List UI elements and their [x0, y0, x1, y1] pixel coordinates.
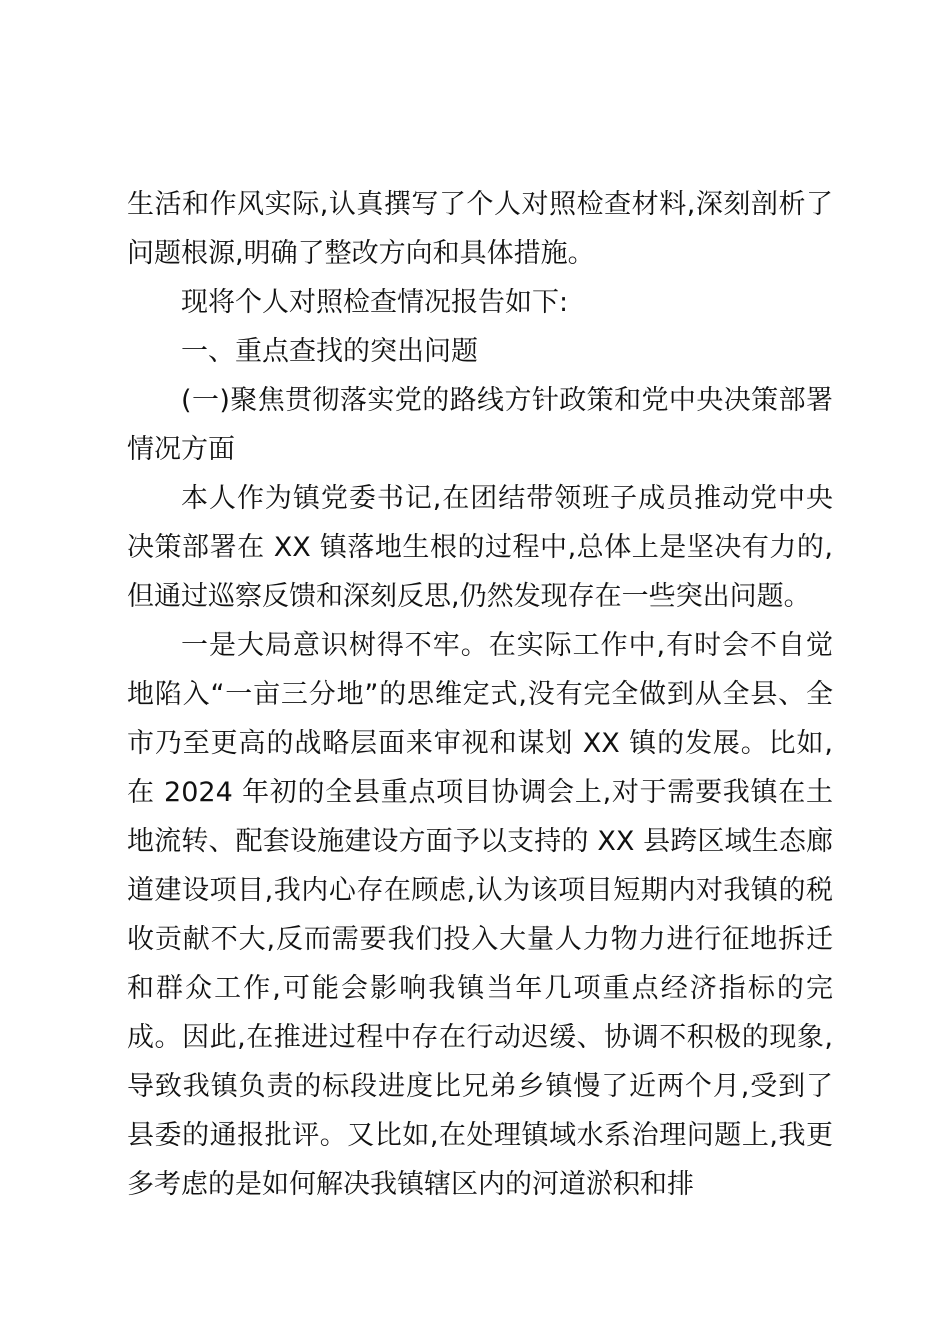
paragraph-overview: 本人作为镇党委书记,在团结带领班子成员推动党中央决策部署在 XX 镇落地生根的过程中,总体上是坚决有力的,但通过巡察反馈和深刻反思,仍然发现存在一些突出问题。 — [127, 483, 833, 612]
paragraph-issue-one: 一是大局意识树得不牢。在实际工作中,有时会不自觉地陷入“一亩三分地”的思维定式,没有完全做到从全县、全市乃至更高的战略层面来审视和谋划 XX 镇的发展。比如,在 2024 年初的全县重点项目协调会上,对于需要我镇在土地流转、配套设施建设方面予以支持的 XX 县跨区域生态廊道建设项目,我内心存在顾虑,认为该项目短期内对我镇的税收贡献不大,反而需要我们投入大量人力物力进行征地拆迁和群众工作,可能会影响我镇当年几项重点经济指标的完成。因此,在推进过程中存在行动迟缓、协调不积极的现象,导致我镇负责的标段进度比兄弟乡镇慢了近两个月,受到了县委的通报批评。又比如,在处理镇域水系治理问题上,我更多考虑的是如何解决我镇辖区内的河道淤积和排 — [127, 630, 833, 1200]
section-heading: 一、重点查找的突出问题 — [181, 336, 478, 367]
paragraph-report-intro: 现将个人对照检查情况报告如下: — [181, 287, 569, 318]
paragraph-continuation: 生活和作风实际,认真撰写了个人对照检查材料,深刻剖析了问题根源,明确了整改方向和具体措施。 — [127, 189, 833, 269]
document-body — [127, 180, 833, 1209]
subsection-heading: (一)聚焦贯彻落实党的路线方针政策和党中央决策部署情况方面 — [127, 385, 833, 465]
